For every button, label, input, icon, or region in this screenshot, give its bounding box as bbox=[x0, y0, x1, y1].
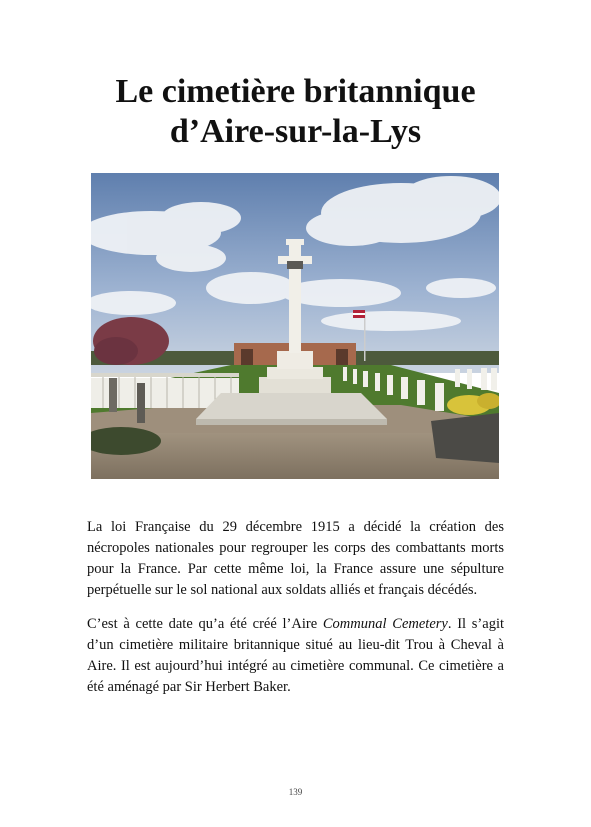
paragraph-1: La loi Française du 29 décembre 1915 a décidé la création des nécropoles nationales pour regrouper les corps des combattants morts pour la France. Par cette même loi, la France assure une sépulture perpétuelle sur le sol national aux soldats alliés et français décédés. bbox=[87, 519, 504, 598]
paragraph-2-part-1: C’est à cette date qu’a été créé l’Aire bbox=[87, 616, 323, 632]
title-line-2: d’Aire-sur-la-Lys bbox=[169, 113, 422, 150]
cemetery-photo bbox=[91, 173, 499, 479]
body-text bbox=[87, 517, 504, 711]
page-number: 139 bbox=[288, 787, 303, 797]
page-title bbox=[0, 72, 591, 152]
cemetery-name-italic: Communal Cemetery bbox=[322, 616, 448, 632]
title-line-1: Le cimetière britannique bbox=[115, 73, 476, 110]
paragraph-2 bbox=[87, 614, 504, 698]
paragraph-2-part-2: . Il s’agit d’un cimetière militaire britannique situé au lieu-dit Trou à Cheval à Aire. Il est aujourd’hui intégré au cimetière communal. Ce cimetière a été aménagé par Sir Herbert Baker. bbox=[87, 616, 504, 695]
